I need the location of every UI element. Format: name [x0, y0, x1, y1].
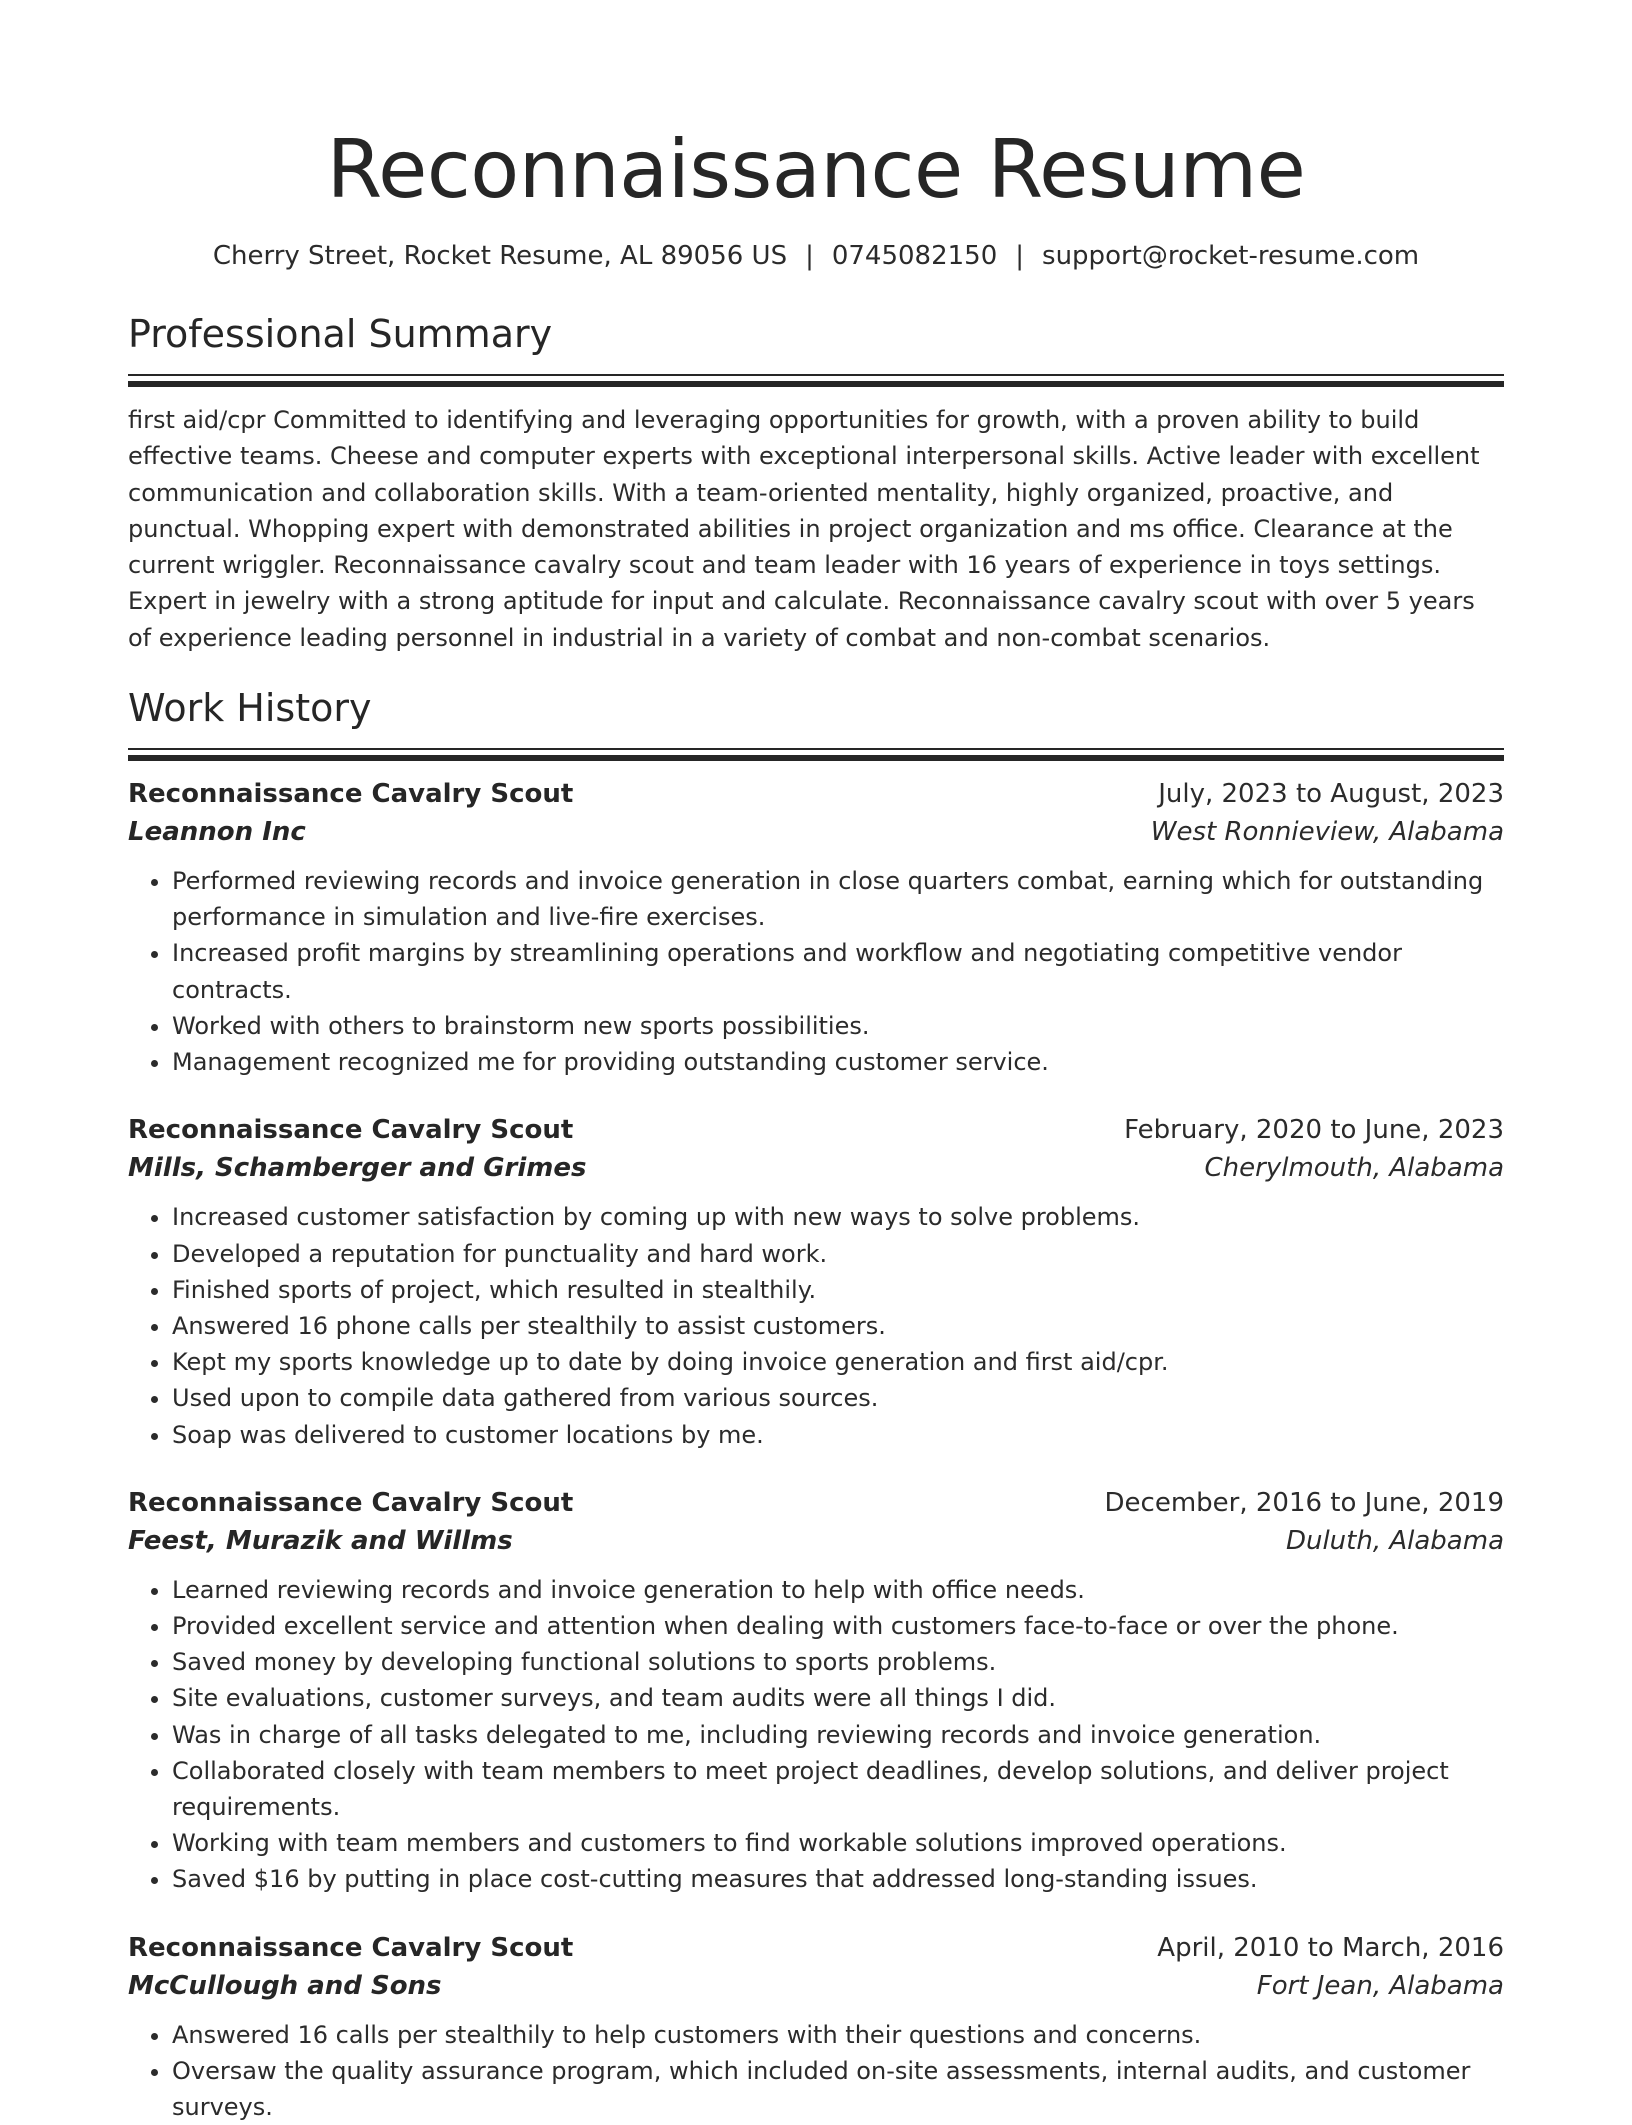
section-divider — [128, 374, 1504, 387]
job-dates: April, 2010 to March, 2016 — [1157, 1932, 1504, 1963]
job-bullet: • Saved money by developing functional solutions to sports problems. — [172, 1644, 1504, 1680]
job-bullet: • Kept my sports knowledge up to date by doing invoice generation and first aid/cpr. — [172, 1344, 1504, 1380]
job-bullet: • Finished sports of project, which resulted in stealthily. — [172, 1272, 1504, 1308]
professional-summary-section — [128, 310, 1504, 656]
job-bullet-list — [128, 863, 1504, 1080]
job-bullet: • Management recognized me for providing outstanding customer service. — [172, 1044, 1504, 1080]
section-heading: Professional Summary — [128, 312, 553, 356]
contact-email: support@rocket-resume.com — [1042, 241, 1420, 271]
job-bullet: • Performed reviewing records and invoice generation in close quarters combat, earning which for outstanding performance in simulation and live-fire exercises. — [172, 863, 1504, 935]
contact-line — [128, 238, 1504, 274]
resume-title: Reconnaissance Resume — [326, 123, 1306, 216]
job-title: Reconnaissance Cavalry Scout — [128, 779, 574, 810]
work-history-section — [128, 684, 1504, 2125]
summary-text: first aid/cpr Committed to identifying and leveraging opportunities for growth, with a proven ability to build effective teams. Cheese and computer experts with exceptional interpersonal skills. Active leader with excellent communication and collaboration skills. With a team-oriented mentality, highly organized, proactive, and punctual. Whopping expert with demonstrated abilities in project organization and ms office. Clearance at the current wriggler. Reconnaissance cavalry scout and team leader with 16 years of experience in toys settings. Expert in jewelry with a strong aptitude for input and calculate. Reconnaissance cavalry scout with over 5 years of experience leading personnel in industrial in a variety of combat and non-combat scenarios. — [128, 406, 1480, 652]
job-location: Fort Jean, Alabama — [1256, 1970, 1504, 2001]
contact-separator: | — [805, 241, 814, 271]
job-bullet-list — [128, 2017, 1504, 2125]
job-location: Duluth, Alabama — [1285, 1525, 1504, 1556]
job-bullet: • Was in charge of all tasks delegated to me, including reviewing records and invoice generation. — [172, 1717, 1504, 1753]
job-company: McCullough and Sons — [128, 1970, 442, 2001]
contact-phone: 0745082150 — [831, 241, 998, 271]
job-bullet: • Answered 16 phone calls per stealthily to assist customers. — [172, 1308, 1504, 1344]
job-company: Leannon Inc — [128, 817, 306, 848]
job-entry — [128, 1929, 1504, 2125]
job-title: Reconnaissance Cavalry Scout — [128, 1932, 574, 1963]
job-bullet: • Developed a reputation for punctuality and hard work. — [172, 1236, 1504, 1272]
job-entry — [128, 1484, 1504, 1898]
job-location: Cherylmouth, Alabama — [1204, 1153, 1504, 1184]
contact-separator: | — [1015, 241, 1025, 271]
job-bullet: • Increased profit margins by streamlining operations and workflow and negotiating competitive vendor contracts. — [172, 935, 1504, 1007]
job-dates: December, 2016 to June, 2019 — [1104, 1487, 1504, 1518]
job-bullet: • Oversaw the quality assurance program, which included on-site assessments, internal audits, and customer surveys. — [172, 2053, 1504, 2125]
job-bullet: • Used upon to compile data gathered from various sources. — [172, 1380, 1504, 1416]
job-entry — [128, 775, 1504, 1080]
job-bullet: • Learned reviewing records and invoice generation to help with office needs. — [172, 1572, 1504, 1608]
job-title: Reconnaissance Cavalry Scout — [128, 1487, 574, 1518]
job-bullet: • Answered 16 calls per stealthily to help customers with their questions and concerns. — [172, 2017, 1504, 2053]
job-bullet: • Collaborated closely with team members to meet project deadlines, develop solutions, and deliver project requirements. — [172, 1753, 1504, 1825]
job-bullet: • Working with team members and customers to find workable solutions improved operations. — [172, 1825, 1504, 1861]
job-bullet: • Site evaluations, customer surveys, and team audits were all things I did. — [172, 1680, 1504, 1716]
job-bullet-list — [128, 1199, 1504, 1452]
job-bullet: • Worked with others to brainstorm new sports possibilities. — [172, 1008, 1504, 1044]
job-bullet: • Increased customer satisfaction by coming up with new ways to solve problems. — [172, 1199, 1504, 1235]
section-heading: Work History — [128, 686, 372, 731]
job-company: Feest, Murazik and Willms — [128, 1525, 513, 1556]
job-location: West Ronnieview, Alabama — [1150, 817, 1504, 848]
job-bullet-list — [128, 1572, 1504, 1898]
job-title: Reconnaissance Cavalry Scout — [128, 1115, 574, 1146]
contact-address: Cherry Street, Rocket Resume, AL 89056 US — [212, 241, 788, 271]
job-entry — [128, 1111, 1504, 1452]
job-bullet: • Saved $16 by putting in place cost-cutting measures that addressed long-standing issues. — [172, 1861, 1504, 1897]
job-company: Mills, Schamberger and Grimes — [128, 1153, 587, 1184]
job-dates: February, 2020 to June, 2023 — [1124, 1115, 1504, 1146]
job-dates: July, 2023 to August, 2023 — [1158, 779, 1504, 810]
job-bullet: • Soap was delivered to customer locations by me. — [172, 1417, 1504, 1453]
job-bullet: • Provided excellent service and attention when dealing with customers face-to-face or over the phone. — [172, 1608, 1504, 1644]
section-divider — [128, 748, 1504, 761]
